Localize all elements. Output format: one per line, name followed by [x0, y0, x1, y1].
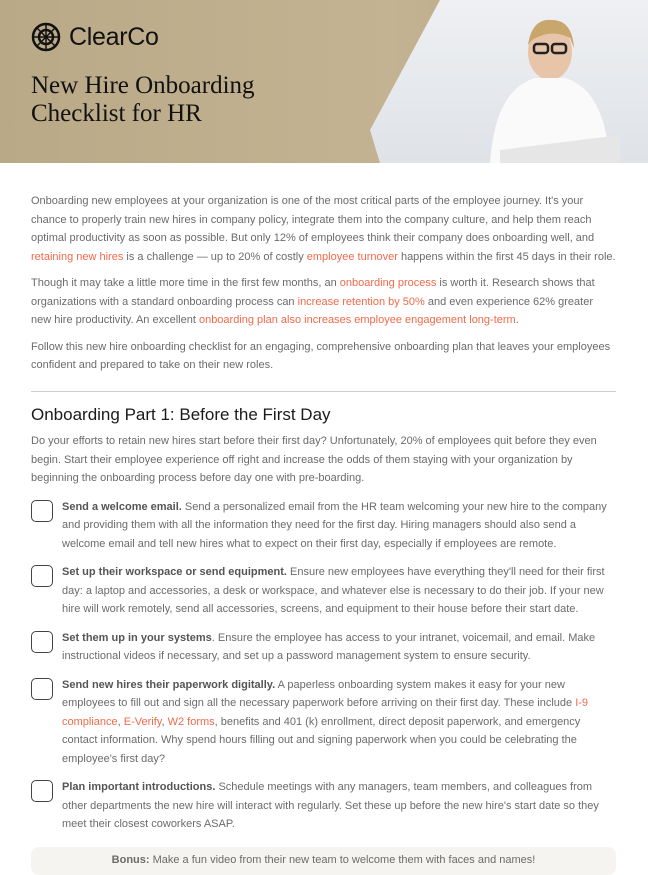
inline-link[interactable]: onboarding process: [339, 277, 437, 289]
checklist-item: [31, 629, 616, 666]
text-segment: .: [515, 314, 519, 326]
text-segment: Onboarding new employees at your organization is one of the most critical parts of the employee journey. It's your chance to properly train new hires in company policy, integrate them into the company culture, and help them reach optimal productivity as soon as possible. But only 12% of employees think their company does onboarding well, and: [31, 195, 595, 244]
text-segment: Though it may take a little more time in the first few months, an: [31, 277, 340, 289]
text-segment: , benefits and 401 (k) enrollment, direct deposit paperwork, and emergency contact information. Why spend hours filling out and signing paperwork when you could be celebrating the employee's first day?: [62, 715, 581, 765]
checkbox[interactable]: [31, 565, 53, 587]
checklist-item: [31, 498, 616, 554]
logo-icon: [31, 22, 61, 52]
inline-link[interactable]: onboarding plan also increases employee engagement long-term: [198, 314, 516, 326]
checkbox[interactable]: [31, 678, 53, 700]
checklist: [31, 498, 616, 834]
main-content: [31, 192, 616, 875]
checklist-item-text: [62, 778, 616, 834]
text-segment: and even experience 62% greater new hire productivity. An excellent: [31, 295, 593, 326]
clearco-logo: [31, 22, 159, 52]
hero-banner: [0, 0, 648, 163]
checkbox[interactable]: [31, 500, 53, 522]
intro-paragraph: [31, 192, 616, 266]
checklist-item: [31, 676, 616, 769]
item-title: Plan important introductions.: [62, 781, 216, 793]
intro-paragraphs: [31, 192, 616, 375]
inline-link[interactable]: increase retention by 50%: [297, 295, 425, 308]
text-segment: happens within the first 45 days in their role.: [397, 250, 616, 263]
bonus-text: Make a fun video from their new team to welcome them with faces and names!: [149, 854, 536, 867]
inline-link[interactable]: I-9 compliance: [62, 697, 589, 728]
item-title: Set up their workspace or send equipment.: [62, 566, 287, 578]
checklist-item-text: [62, 629, 616, 666]
inline-link[interactable]: retaining new hires: [31, 250, 124, 263]
text-segment: Follow this new hire onboarding checklist for an engaging, comprehensive onboarding plan that leaves your employees confident and prepared to take on their new roles.: [31, 340, 611, 371]
section-heading: Onboarding Part 1: Before the First Day: [31, 404, 331, 424]
text-segment: ,: [117, 715, 124, 728]
text-segment: is worth it. Research shows that organizations with a standard onboarding process can: [31, 277, 595, 308]
checklist-item-text: [62, 676, 616, 769]
text-segment: ,: [161, 715, 168, 728]
title-line-2: Checklist for HR: [31, 100, 202, 127]
checklist-item-text: [62, 563, 616, 619]
title-line-1: New Hire Onboarding: [31, 72, 255, 99]
text-segment: is a challenge — up to 20% of costly: [123, 250, 307, 263]
text-segment: Schedule meetings with any managers, team members, and colleagues from other departments the new hire will interact with regularly. Set these up before the new hire's start date so they meet their closest coworkers ASAP.: [62, 781, 599, 830]
text-segment: Send a personalized email from the HR team welcoming your new hire to the company and providing them with all the information they need for the first day. Hiring managers should also send a welcome email and tell new hires what to expect on their first day, especially if employees are remote.: [62, 500, 607, 550]
bonus-label: Bonus:: [111, 854, 150, 867]
inline-link[interactable]: E-Verify: [123, 715, 162, 728]
logo-text: ClearCo: [69, 22, 159, 51]
item-title: Send a welcome email.: [62, 500, 182, 513]
text-segment: . Ensure the employee has access to your intranet, voicemail, and email. Make instructional videos if necessary, and set up a password management system to ensure security.: [62, 631, 596, 662]
checklist-item: [31, 778, 616, 834]
item-title: Send new hires their paperwork digitally.: [62, 678, 276, 691]
intro-paragraph: [31, 338, 616, 375]
divider: [31, 391, 616, 392]
checklist-item: [31, 563, 616, 619]
text-segment: A paperless onboarding system makes it easy for your new employees to fill out and sign all the necessary paperwork before arriving on their first day. These include: [62, 678, 576, 709]
bonus-callout: [31, 847, 616, 875]
checkbox[interactable]: [31, 780, 53, 802]
item-title: Set them up in your systems: [62, 631, 212, 644]
intro-paragraph: [31, 274, 616, 330]
page-title: [31, 72, 331, 128]
checklist-item-text: [62, 498, 616, 554]
person-illustration: [480, 10, 630, 163]
checkbox[interactable]: [31, 631, 53, 653]
section-intro: Do your efforts to retain new hires start before their first day? Unfortunately, 20% of employees quit before they even begin. Start their employee experience off right and increase the odds of them staying with your organization by beginning the onboarding process before day one with pre-boarding.: [31, 435, 597, 484]
text-segment: Ensure new employees have everything they'll need for their first day: a laptop and accessories, a desk or workspace, and whatever else is necessary to do their job. If your new hire will work remotely, send all accessories, screens, and equipment to their house before their start date.: [62, 566, 605, 615]
inline-link[interactable]: employee turnover: [306, 250, 398, 263]
inline-link[interactable]: W2 forms: [167, 715, 215, 728]
